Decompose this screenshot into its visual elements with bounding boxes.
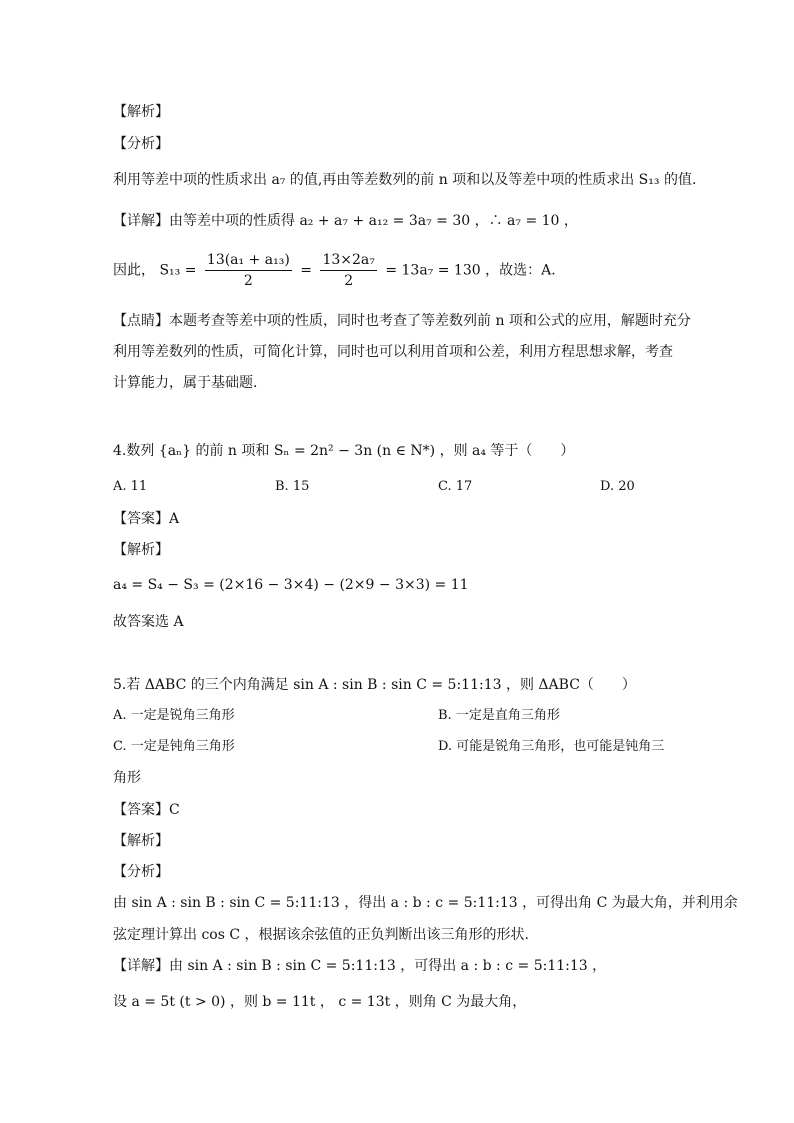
q5-option-b: B. 一定是直角三角形 <box>438 708 560 723</box>
q3-fraction-2-numerator: 13×2a₇ <box>320 250 376 271</box>
q4-jiexi-label: 【解析】 <box>113 542 169 558</box>
q4-answer: 【答案】A <box>113 511 180 527</box>
q5-answer: 【答案】C <box>113 802 180 818</box>
q5-option-a: A. 一定是锐角三角形 <box>113 708 235 723</box>
q3-jiexi-label: 【解析】 <box>113 104 169 120</box>
q3-analysis-text: 利用等差中项的性质求出 a₇ 的值,再由等差数列的前 n 项和以及等差中项的性质求出 S₁₃ 的值. <box>113 172 697 188</box>
q3-fenxi-label: 【分析】 <box>113 136 169 152</box>
q5-jiexi-label: 【解析】 <box>113 833 169 849</box>
q3-detail-line2 <box>113 250 556 291</box>
q3-equals-sign: = <box>300 262 312 279</box>
q3-fraction-1-denominator: 2 <box>243 273 253 289</box>
q4-conclusion: 故答案选 A <box>113 614 184 630</box>
q3-comment-line3: 计算能力，属于基础题. <box>113 375 258 391</box>
q4-option-c: C. 17 <box>438 479 473 494</box>
q4-stem: 4.数列 {aₙ} 的前 n 项和 Sₙ = 2n² − 3n (n ∈ N*) ，则 a₄ 等于（ ） <box>113 443 575 459</box>
q4-solution: a₄ = S₄ − S₃ = (2×16 − 3×4) − (2×9 − 3×3) = 11 <box>113 577 469 593</box>
q3-fraction-2 <box>320 250 376 291</box>
q5-fenxi-label: 【分析】 <box>113 864 169 880</box>
q3-comment-line1: 【点睛】本题考查等差中项的性质，同时也考查了等差数列前 n 项和公式的应用，解题时充分 <box>113 313 691 329</box>
q5-detail-line1: 【详解】由 sin A : sin B : sin C = 5:11:13 ，可得出 a : b : c = 5:11:13 ， <box>113 958 607 974</box>
q3-fraction-1 <box>205 250 292 291</box>
q3-detail-line2-prefix: 因此， S₁₃ = <box>113 262 197 279</box>
q5-option-d: D. 可能是锐角三角形，也可能是钝角三 <box>438 739 665 754</box>
q3-fraction-2-denominator: 2 <box>344 273 354 289</box>
q5-option-d-wrap: 角形 <box>113 770 141 786</box>
q3-fraction-1-numerator: 13(a₁ + a₁₃) <box>205 250 292 271</box>
q5-analysis-line2: 弦定理计算出 cos C ，根据该余弦值的正负判断出该三角形的形状. <box>113 927 529 943</box>
q4-option-b: B. 15 <box>275 479 310 494</box>
q3-comment-line2: 利用等差数列的性质，可简化计算，同时也可以利用首项和公差，利用方程思想求解，考查 <box>113 344 673 360</box>
q3-detail-line1 <box>113 211 578 231</box>
q3-detail-label: 【详解】 <box>113 213 169 229</box>
q3-detail-line2-suffix: = 13a₇ = 130 ，故选：A. <box>385 262 556 279</box>
q5-option-c: C. 一定是钝角三角形 <box>113 739 235 754</box>
q4-option-d: D. 20 <box>600 479 635 494</box>
q5-detail-line2: 设 a = 5t (t > 0) ，则 b = 11t ， c = 13t ，则角 C 为最大角， <box>113 994 527 1010</box>
q3-detail-text: 由等差中项的性质得 a₂ + a₇ + a₁₂ = 3a₇ = 30 ，∴ a₇ = 10 ， <box>169 213 578 229</box>
q5-stem: 5.若 ΔABC 的三个内角满足 sin A : sin B : sin C = 5:11:13 ，则 ΔABC（ ） <box>113 677 636 693</box>
q5-analysis-line1: 由 sin A : sin B : sin C = 5:11:13 ，得出 a : b : c = 5:11:13 ，可得出角 C 为最大角，并利用余 <box>113 895 738 911</box>
q4-option-a: A. 11 <box>113 479 148 494</box>
